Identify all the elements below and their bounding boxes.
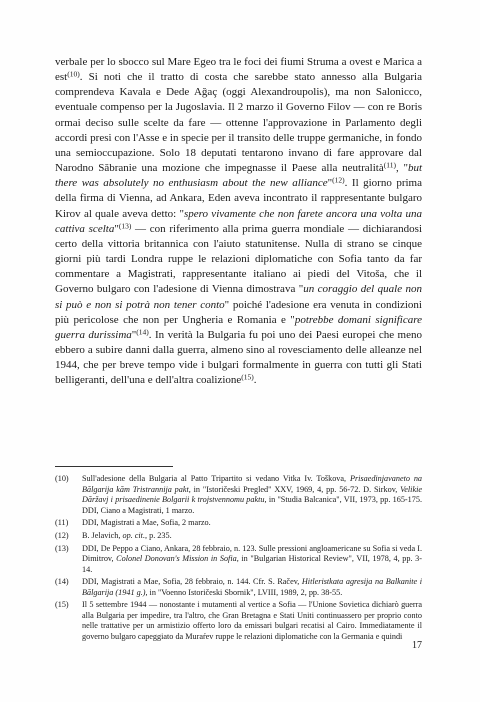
footnote-ref[interactable]: (10) (67, 69, 80, 79)
footnote-number: (15) (55, 600, 69, 610)
footnote (55, 544, 422, 576)
body-text-run: " (114, 222, 119, 235)
footnote-text (82, 518, 422, 529)
body-text-run: . In verità la Bulgaria fu poi uno dei Paesi europei che meno ebbero a subire danni dalla guerra, almeno sino al rovesciamento delle alleanze nel 1944, che per breve tempo vide i bulgari formalmente in guerra con tutti gli Stati belligeranti, dell'una e dell'altra coalizione (55, 328, 422, 387)
quote-italic: potrebbe domani significare guerra durissima (55, 313, 423, 341)
body-text-run: verbale per lo sbocco sul Mare Egeo tra le foci dei fiumi Struma a ovest e Marica a est (55, 56, 422, 84)
body-text-run: , " (395, 162, 408, 175)
footnote-number: (11) (55, 518, 69, 528)
footnote-text-run: , in "Studia Balcanica", VII, 1973, pp. 165-175. DDI, Ciano a Magistrati, 1 marzo. (82, 495, 422, 515)
footnote-text-run: , in "Istoričeski Pregled" XXV, 1969, 4, pp. 56-72. D. Sirkov, (188, 484, 401, 494)
footnote-text-run: B. Jelavich, (82, 530, 123, 540)
footnote-text-run: Sull'adesione della Bulgaria al Patto Tripartito si vedano Vitka Iv. Toškova, (82, 474, 350, 483)
footnote-text (82, 577, 422, 598)
footnote-number: (13) (55, 543, 69, 553)
citation-title: Velikie Dăržavj i prisaedinenie Bolgarii k trojstvennomu paktu (82, 484, 422, 504)
quote-italic: spero vivamente che non farete ancora una volta una cattiva scelta (55, 207, 422, 235)
footnote-number: (14) (55, 577, 69, 587)
body-text-run: " (327, 177, 333, 190)
body-text-run: — con riferimento alla prima guerra mondiale — dichiarandosi certo della vittoria britannica con l'aiuto statunitense. Nulla di strano se cinque giorni più tardi Londra ruppe le relazioni diplomatiche con Sofia tanto da far commentare a Magistrati, rappresentante italiano ai piedi del Vitoša, che il Governo bulgaro con l'adesione di Vienna dimostrava " (55, 222, 423, 296)
body-text-run: . Il giorno prima della firma di Vienna, ad Ankara, Eden aveva incontrato il rappresentante bulgaro Kirov al quale aveva detto: " (55, 177, 422, 220)
quote-italic: un coraggio del quale non si può e non si potrà non tener conto (55, 283, 422, 311)
footnote (55, 531, 422, 542)
footnote-ref[interactable]: (13) (118, 221, 132, 231)
body-text (55, 55, 422, 388)
citation-title: Prisaedinjavaneto na Bălgarija kăm Tristrannija pakt (82, 474, 423, 494)
footnote-text-run: , p. 235. (145, 530, 172, 540)
footnote-text-run: DDI, Magistrati a Mae, Sofia, 2 marzo. (82, 518, 211, 528)
footnote (55, 474, 422, 516)
footnote-ref[interactable]: (12) (332, 175, 345, 185)
footnote-text-run: DDI, De Peppo a Ciano, Ankara, 28 febbraio, n. 123. Sulle pressioni angloamericane su Sofia si veda I. Dimitrov, (82, 543, 422, 564)
footnote-number: (12) (55, 530, 69, 540)
body-text-run: . Si noti che il tratto di costa che sarebbe stato annesso alla Bulgaria comprendeva Kavala e Dede Ağaç (oggi Alexandroupolis), ma non Salonicco, eventuale compenso per la Jugoslavia. Il 2 marzo il Governo Filov — con re Boris ormai deciso sulle scelte da fare — ottenne l'approvazione in Parlamento degli accordi presi con l'Asse e in specie per il transito delle truppe germaniche, in fondo una semioccupazione. Solo 18 deputati tentarono invano di fare approvare dal Narodno Săbranie una mozione che impegnasse il Paese alla neutralità (55, 71, 422, 175)
footnote (55, 577, 422, 598)
footnote-text-run: DDI, Magistrati a Mae, Sofia, 28 febbraio, n. 144. Cfr. S. Račev, (82, 577, 302, 587)
footnote-number: (10) (55, 474, 69, 483)
body-text-run: . (253, 374, 257, 387)
footnote-text (82, 474, 422, 516)
footnote (55, 518, 422, 529)
body-text-run: " poiché l'adesione era venuta in condizioni più pericolose che non per Ungheria e Romania e " (55, 298, 422, 326)
citation-title: Hitleristkata agresija na Balkanite i Bălgarija (1941 g.) (82, 577, 422, 597)
footnote-text (82, 600, 422, 642)
footnote-text-run: , in "Voenno Istoričeski Sbornik", LVIII, 1989, 2, pp. 38-55. (145, 587, 343, 597)
quote-italic: but there was absolutely no enthusiasm about the new alliance (55, 162, 422, 190)
footnote-text (82, 531, 422, 542)
footnote (55, 600, 422, 642)
footnotes (55, 474, 422, 645)
body-text-run: " (131, 328, 137, 341)
footnote-ref[interactable]: (14) (136, 327, 149, 337)
footnote-ref[interactable]: (15) (241, 372, 254, 382)
citation-title: Colonel Donovan's Mission in Sofia (116, 554, 237, 564)
footnote-text (82, 544, 422, 576)
body-paragraph (55, 55, 422, 388)
footnote-text-run: Il 5 settembre 1944 — nonostante i mutamenti al vertice a Sofia — l'Unione Sovietica dichiarò guerra alla Bulgaria per impedire, tra l'altro, che Gran Bretagna e Stati Uniti continuassero per proprio conto nelle trattative per un armistizio offerto loro da emissari bulgari recatisi al Cairo. Immediatamente il governo bulgaro capeggiato da Muraŕev ruppe le relazioni diplomatiche con la Germania e quindi (82, 600, 422, 641)
footnote-divider (55, 466, 173, 467)
footnote-ref[interactable]: (11) (383, 160, 396, 170)
page-number: 17 (412, 640, 422, 651)
footnote-text-run: , in "Bulgarian Historical Review", VII, 1978, 4, pp. 3-14. (82, 554, 422, 574)
citation-title: op. cit. (122, 530, 145, 540)
